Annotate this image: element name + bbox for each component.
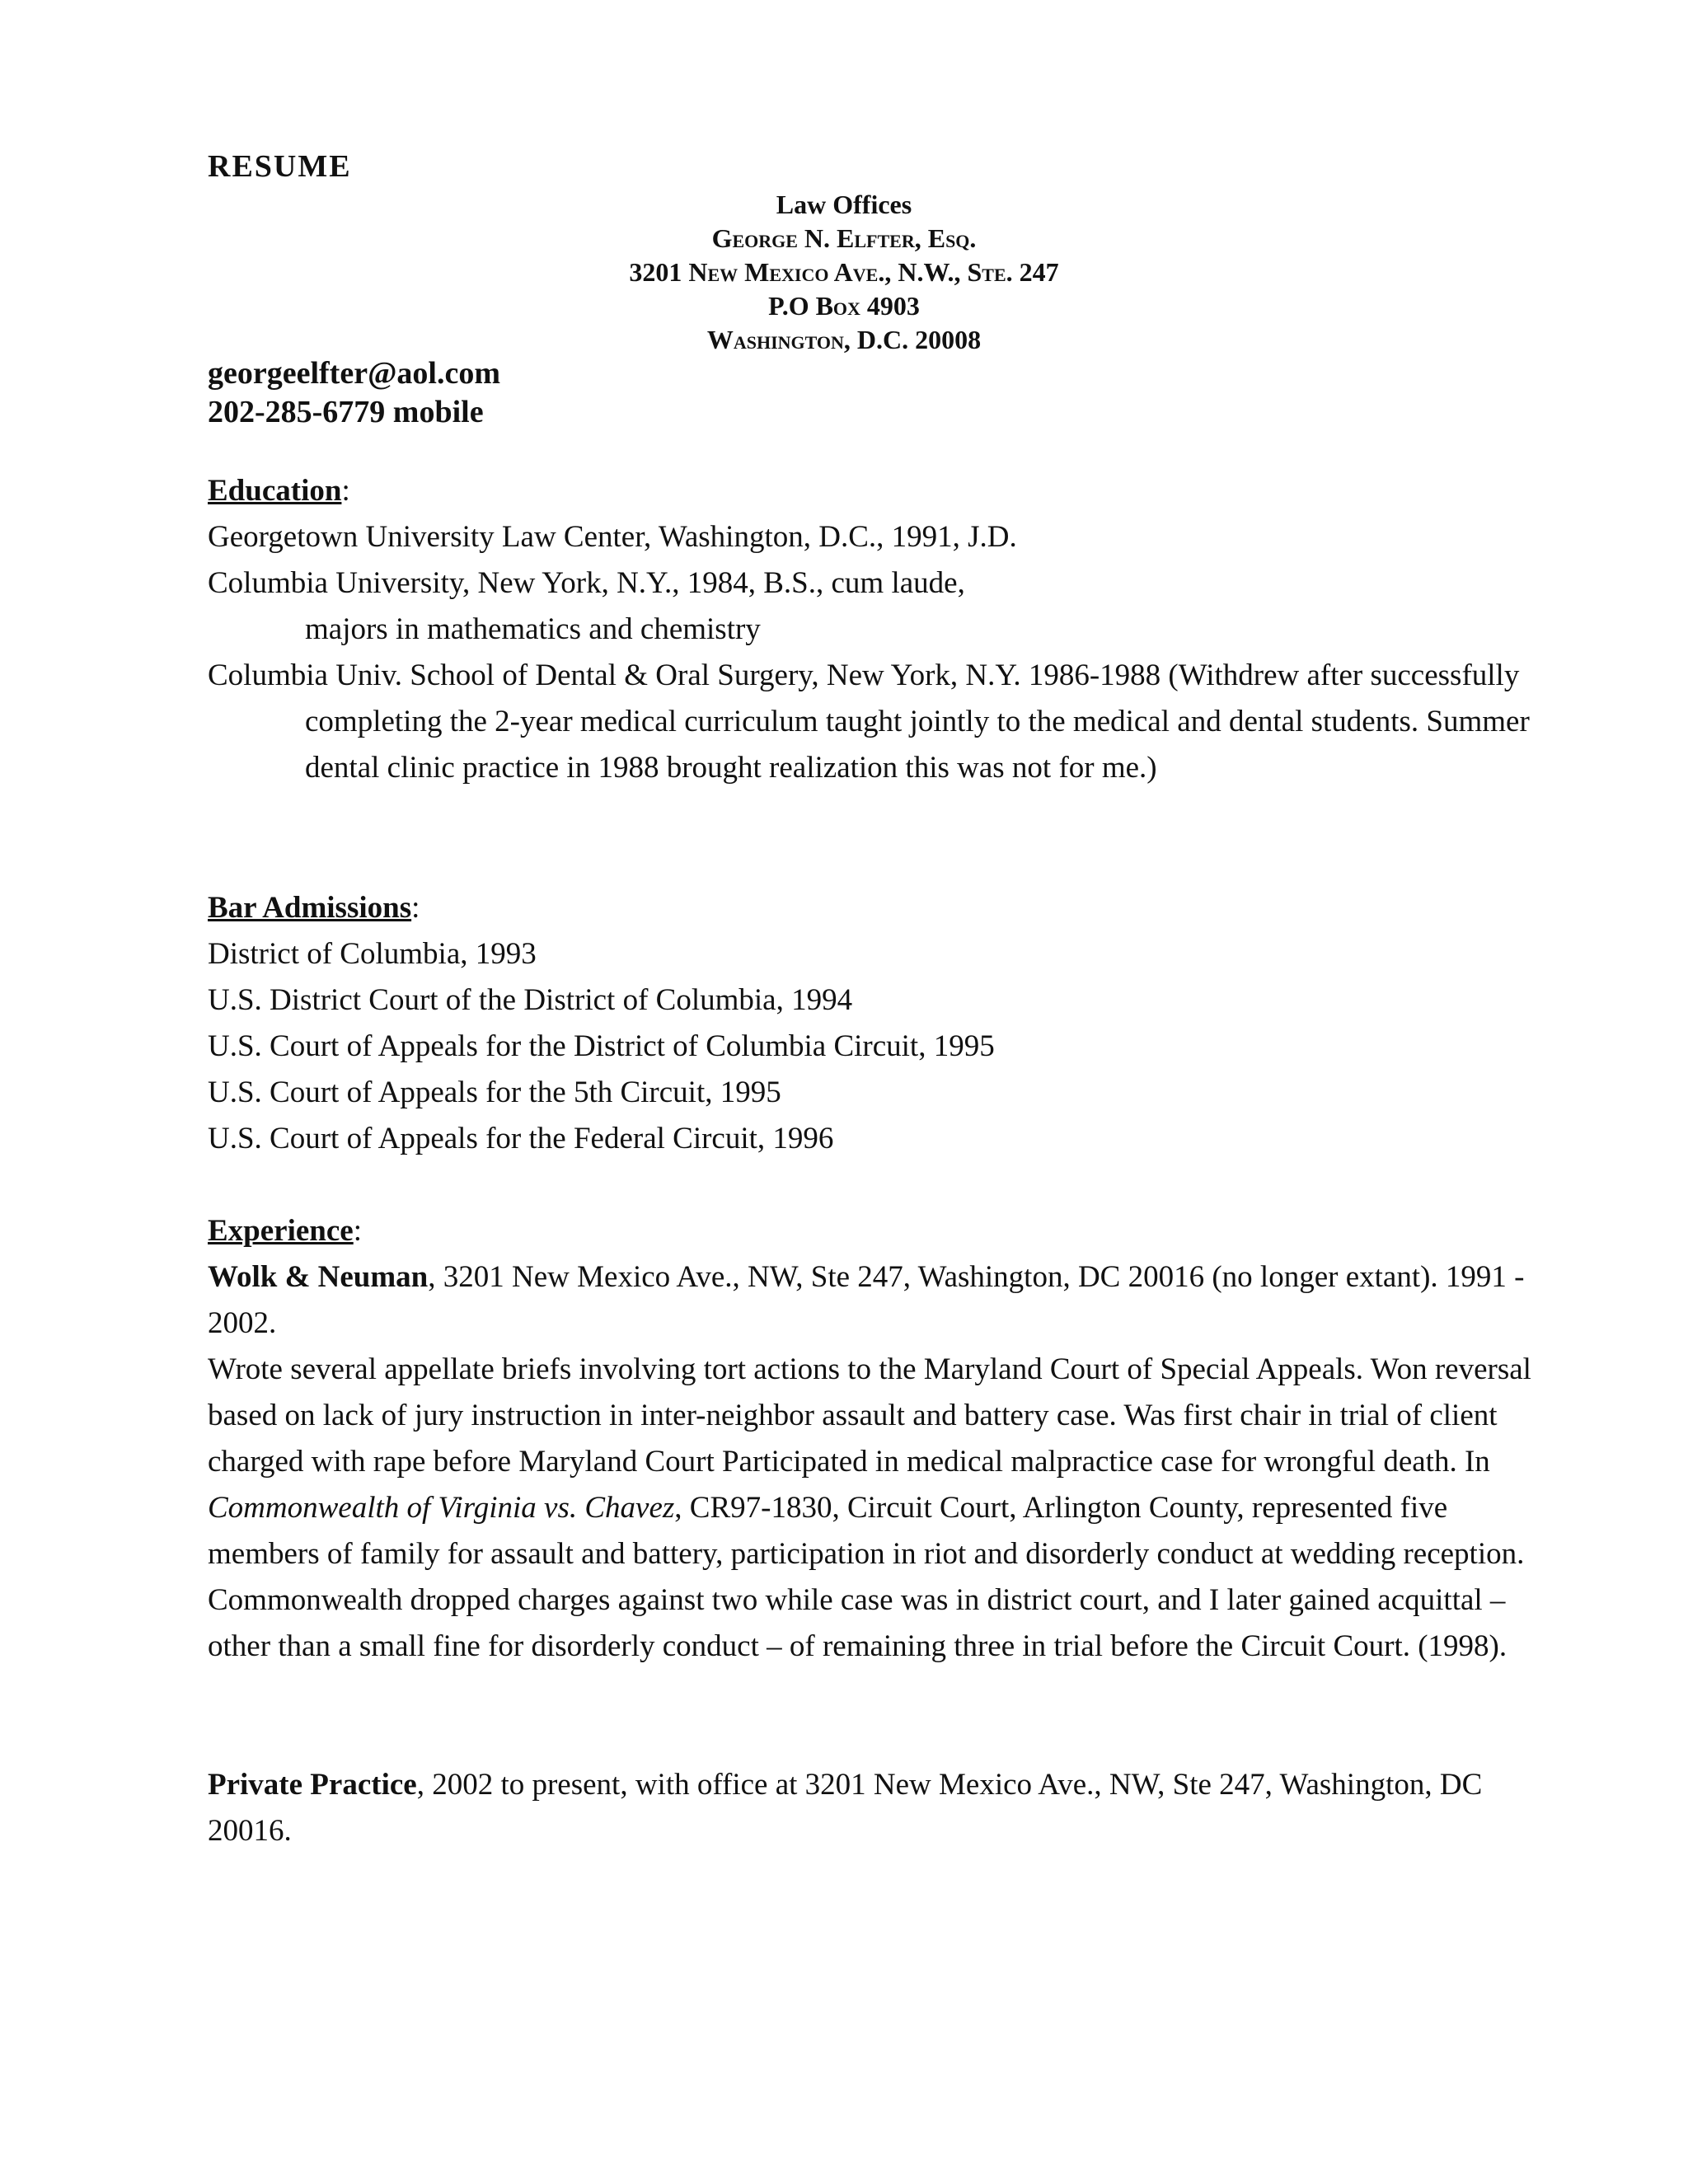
contact-phone: 202-285-6779 mobile <box>208 395 484 429</box>
bar-admission-entry: U.S. District Court of the District of Columbia, 1994 <box>208 983 853 1017</box>
letterhead <box>0 188 1688 357</box>
experience-wolk-neuman <box>208 1254 1543 1347</box>
education-entry: Columbia University, New York, N.Y., 1984, B.S., cum laude, <box>208 566 965 600</box>
document-title: RESUME <box>208 149 352 184</box>
education-entry: Columbia Univ. School of Dental & Oral Surgery, New York, N.Y. 1986-1988 (Withdrew after successfully completing the 2-year medical curriculum taught jointly to the medical and dental students. Summer dental clinic practice in 1988 brought realization this was not for me.) <box>208 658 1530 785</box>
experience-section <box>208 1208 1543 1670</box>
case-name: Commonwealth of Virginia vs. Chavez <box>208 1491 675 1525</box>
bar-admissions-section <box>208 885 1543 1162</box>
private-practice-details: , 2002 to present, with office at 3201 New Mexico Ave., NW, Ste 247, Washington, DC 20016. <box>208 1768 1483 1848</box>
bar-admission-entry: U.S. Court of Appeals for the 5th Circuit, 1995 <box>208 1076 781 1109</box>
experience-heading: Experience: <box>208 1214 363 1248</box>
letterhead-firm-label: Law Offices <box>776 190 912 219</box>
education-heading: Education: <box>208 474 350 508</box>
letterhead-city-zip: Washington, D.C. 20008 <box>706 325 982 354</box>
education-entry-detail: majors in mathematics and chemistry <box>305 612 761 646</box>
employer-name: Wolk & Neuman <box>208 1260 429 1294</box>
letterhead-street-address: 3201 New Mexico Ave., N.W., Ste. 247 <box>629 257 1059 287</box>
education-section <box>208 468 1543 791</box>
contact-block <box>208 354 500 432</box>
experience-wolk-description: Wrote several appellate briefs involving tort actions to the Maryland Court of Special Appeals. Won reversal based on lack of jury instruction in inter-neighbor assault and battery case. Was first chair in trial of client charged with rape before Maryland Court Participated in medical malpractice case for wrongful death. In Commonwealth of Virginia vs. Chavez, CR97-1830, Circuit Court, Arlington County, represented five members of family for assault and battery, participation in riot and disorderly conduct at wedding reception. Commonwealth dropped charges against two while case was in district court, and I later gained acquittal – other than a small fine for disorderly conduct – of remaining three in trial before the Circuit Court. (1998). <box>208 1352 1531 1663</box>
bar-admission-entry: U.S. Court of Appeals for the Federal Circuit, 1996 <box>208 1122 834 1155</box>
contact-email[interactable]: georgeelfter@aol.com <box>208 356 500 391</box>
bar-admission-entry: District of Columbia, 1993 <box>208 937 537 971</box>
experience-private-practice <box>208 1762 1543 1854</box>
bar-admission-entry: U.S. Court of Appeals for the District of Columbia Circuit, 1995 <box>208 1029 995 1063</box>
education-entry: Georgetown University Law Center, Washington, D.C., 1991, J.D. <box>208 520 1017 554</box>
letterhead-po-box: P.O Box 4903 <box>768 291 920 321</box>
private-practice-title: Private Practice <box>208 1768 417 1802</box>
employer-details: , 3201 New Mexico Ave., NW, Ste 247, Washington, DC 20016 (no longer extant). 1991 - 2002. <box>208 1260 1525 1340</box>
bar-admissions-heading: Bar Admissions: <box>208 891 420 925</box>
letterhead-attorney-name: George N. Elfter, Esq. <box>711 223 977 253</box>
